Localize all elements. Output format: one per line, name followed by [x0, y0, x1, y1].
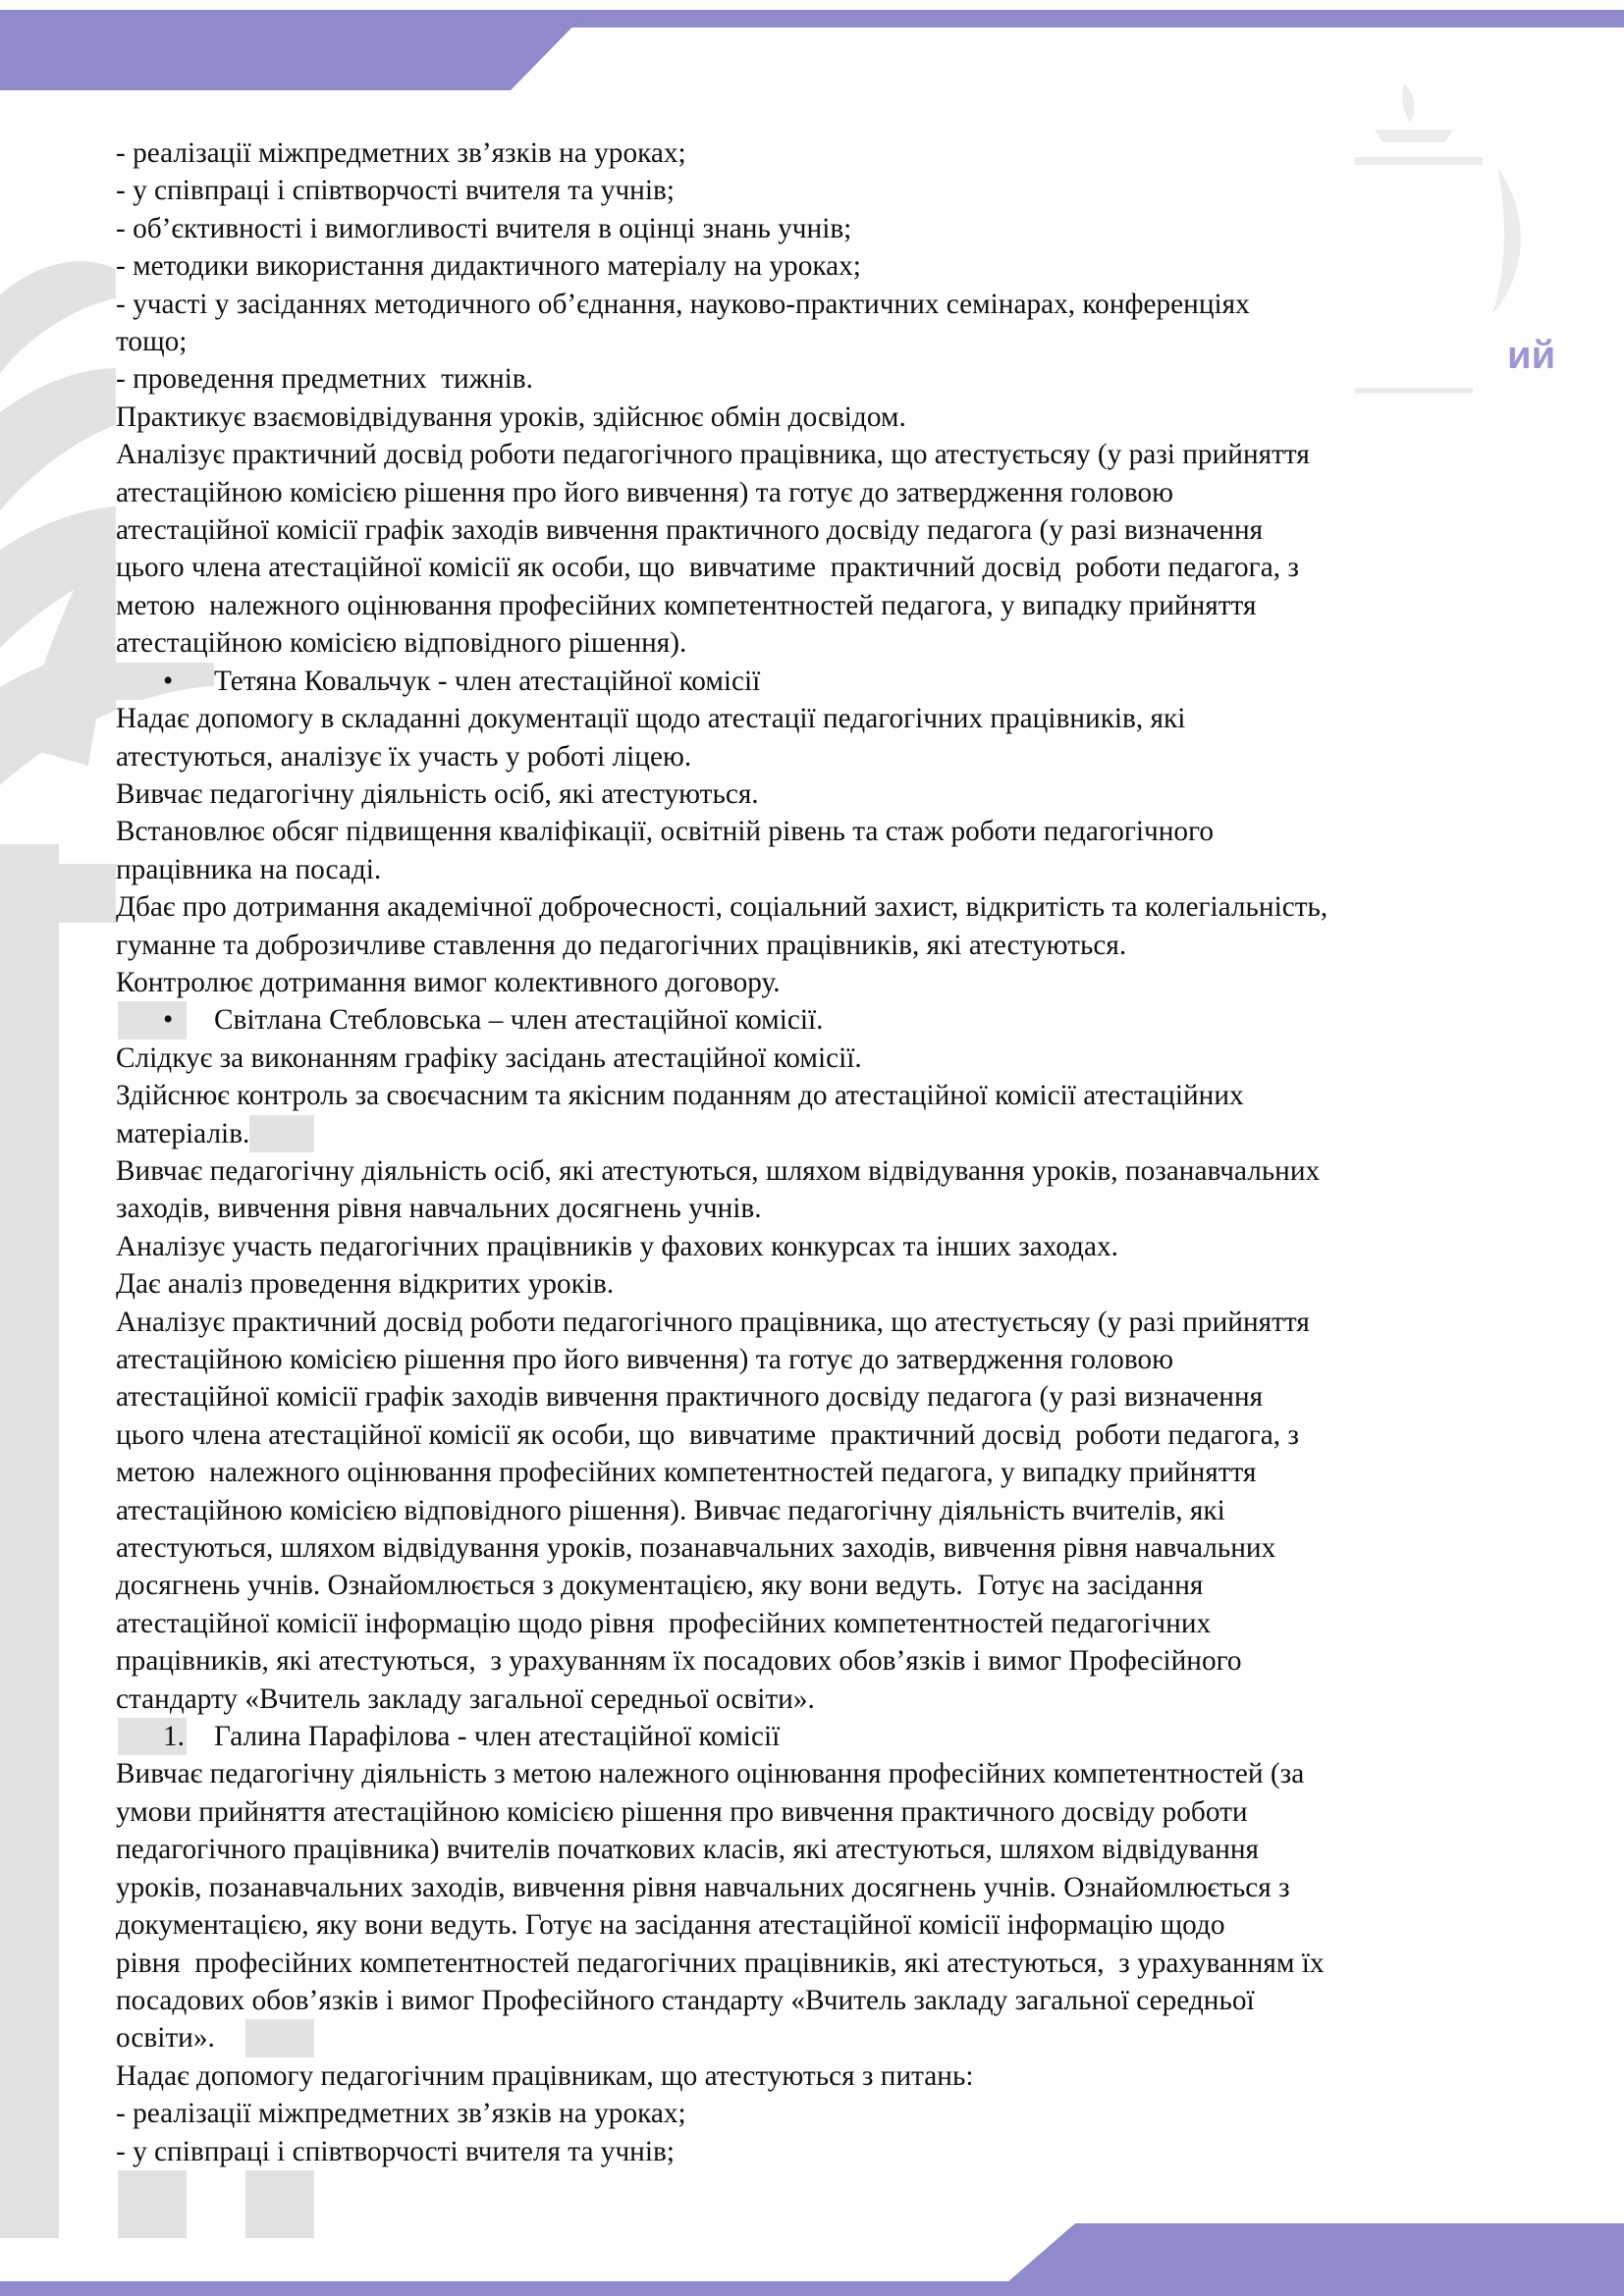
- text-line: атестаційною комісією відповідного рішення). Вивчає педагогічну діяльність вчителів, які: [116, 1492, 1225, 1529]
- text-line: матеріалів.: [116, 1115, 249, 1152]
- text-line: атестаційної комісії інформацію щодо рівня професійних компетентностей педагогічних: [116, 1605, 1211, 1642]
- text-line: - об’єктивності і вимогливості вчителя в оцінці знань учнів;: [116, 210, 851, 247]
- member-heading: [116, 663, 1530, 700]
- text-line: умови прийняття атестаційною комісією рішення про вивчення практичного досвіду роботи: [116, 1793, 1248, 1831]
- text-line: Аналізує практичний досвід роботи педагогічного працівника, що атестуєтьсяу (у разі прийняття: [116, 1304, 1310, 1341]
- text-line: - у співпраці і співтворчості вчителя та учнів;: [116, 172, 675, 209]
- text-line: атестаційною комісією рішення про його вивчення) та готує до затвердження головою: [116, 1341, 1173, 1378]
- text-line: Дає аналіз проведення відкритих уроків.: [116, 1265, 614, 1303]
- text-line: документацією, яку вони ведуть. Готує на засідання атестаційної комісії інформацію щодо: [116, 1906, 1225, 1944]
- bullet-marker: •: [163, 665, 174, 697]
- text-line: рівня професійних компетентностей педагогічних працівників, які атестуються, з урахуванням їх: [116, 1945, 1324, 1982]
- text-line: Практикує взаємовідвідування уроків, здійснює обмін досвідом.: [116, 399, 906, 436]
- text-line: Аналізує участь педагогічних працівників у фахових конкурсах та інших заходах.: [116, 1228, 1118, 1265]
- text-line: цього члена атестаційної комісії як особи, що вивчатиме практичний досвід роботи педагога, з: [116, 549, 1299, 586]
- text-line: метою належного оцінювання професійних компетентностей педагога, у випадку прийняття: [116, 1454, 1256, 1491]
- text-line: цього члена атестаційної комісії як особи, що вивчатиме практичний досвід роботи педагога, з: [116, 1416, 1299, 1454]
- bottom-right-wedge: [992, 2223, 1624, 2296]
- text-line: Аналізує практичний досвід роботи педагогічного працівника, що атестуєтьсяу (у разі прийняття: [116, 436, 1310, 473]
- document-body: [116, 134, 1530, 2170]
- text-line: - участі у засіданнях методичного об’єднання, науково-практичних семінарах, конференціях: [116, 286, 1250, 323]
- member-name: Галина Парафілова - член атестаційної комісії: [214, 1718, 780, 1755]
- text-line: Дбає про дотримання академічної доброчесності, соціальний захист, відкритість та колегіальність,: [116, 888, 1327, 926]
- text-line: атестуються, шляхом відвідування уроків, позанавчальних заходів, вивчення рівня навчальних: [116, 1529, 1275, 1567]
- watermark-text: ий: [1507, 334, 1556, 377]
- member-heading: [116, 1001, 1530, 1039]
- text-line: - у співпраці і співтворчості вчителя та учнів;: [116, 2133, 675, 2170]
- member-name: Світлана Стебловська – член атестаційної комісії.: [214, 1001, 823, 1039]
- text-line: атестаційною комісією відповідного рішення).: [116, 624, 686, 662]
- text-line: атестаційною комісією рішення про його вивчення) та готує до затвердження головою: [116, 474, 1173, 511]
- text-line: Вивчає педагогічну діяльність осіб, які атестуються, шляхом відвідування уроків, позанавчальних: [116, 1152, 1320, 1190]
- text-line: досягнень учнів. Ознайомлюється з документацією, яку вони ведуть. Готує на засідання: [116, 1567, 1203, 1604]
- text-line: Вивчає педагогічну діяльність осіб, які атестуються.: [116, 775, 759, 813]
- text-line: стандарту «Вчитель закладу загальної середньої освіти».: [116, 1681, 815, 1718]
- text-line: гуманне та доброзичливе ставлення до педагогічних працівників, які атестуються.: [116, 927, 1126, 964]
- number-marker: 1.: [163, 1721, 185, 1753]
- text-line: працівника на посаді.: [116, 851, 381, 888]
- text-line: посадових обов’язків і вимог Професійного стандарту «Вчитель закладу загальної середньої: [116, 1982, 1255, 2019]
- text-line: - реалізації міжпредметних зв’язків на уроках;: [116, 2095, 686, 2132]
- text-line: Здійснює контроль за своєчасним та якісним поданням до атестаційної комісії атестаційних: [116, 1077, 1244, 1114]
- bullet-marker: •: [163, 1004, 174, 1037]
- text-line: - проведення предметних тижнів.: [116, 360, 533, 398]
- member-name: Тетяна Ковальчук - член атестаційної комісії: [214, 663, 760, 700]
- member-heading: [116, 1718, 1530, 1755]
- text-line: атестуються, аналізує їх участь у роботі ліцею.: [116, 738, 691, 775]
- text-line: - методики використання дидактичного матеріалу на уроках;: [116, 247, 861, 285]
- text-line: Вивчає педагогічну діяльність з метою належного оцінювання професійних компетентностей (за: [116, 1755, 1304, 1792]
- text-line: Контролює дотримання вимог колективного договору.: [116, 964, 781, 1001]
- text-line: заходів, вивчення рівня навчальних досягнень учнів.: [116, 1190, 762, 1227]
- text-line: працівників, які атестуються, з урахуванням їх посадових обов’язків і вимог Професійного: [116, 1642, 1242, 1680]
- text-line: освіти».: [116, 2019, 215, 2056]
- text-line: атестаційної комісії графік заходів вивчення практичного досвіду педагога (у разі визначення: [116, 1378, 1263, 1415]
- text-line: атестаційної комісії графік заходів вивчення практичного досвіду педагога (у разі визначення: [116, 511, 1263, 549]
- text-line: - реалізації міжпредметних зв’язків на уроках;: [116, 134, 686, 172]
- text-line: тощо;: [116, 323, 187, 360]
- text-line: Надає допомогу педагогічним працівникам, що атестуються з питань:: [116, 2057, 974, 2095]
- text-line: Слідкує за виконанням графіку засідань атестаційної комісії.: [116, 1040, 862, 1077]
- text-line: педагогічного працівника) вчителів початкових класів, які атестуються, шляхом відвідування: [116, 1831, 1259, 1868]
- top-left-wedge: [0, 10, 589, 90]
- text-line: метою належного оцінювання професійних компетентностей педагога, у випадку прийняття: [116, 587, 1256, 624]
- text-line: Надає допомогу в складанні документації щодо атестації педагогічних працівників, які: [116, 700, 1185, 737]
- text-line: уроків, позанавчальних заходів, вивчення рівня навчальних досягнень учнів. Ознайомлюється з: [116, 1869, 1290, 1906]
- text-line: Встановлює обсяг підвищення кваліфікації, освітній рівень та стаж роботи педагогічного: [116, 813, 1214, 850]
